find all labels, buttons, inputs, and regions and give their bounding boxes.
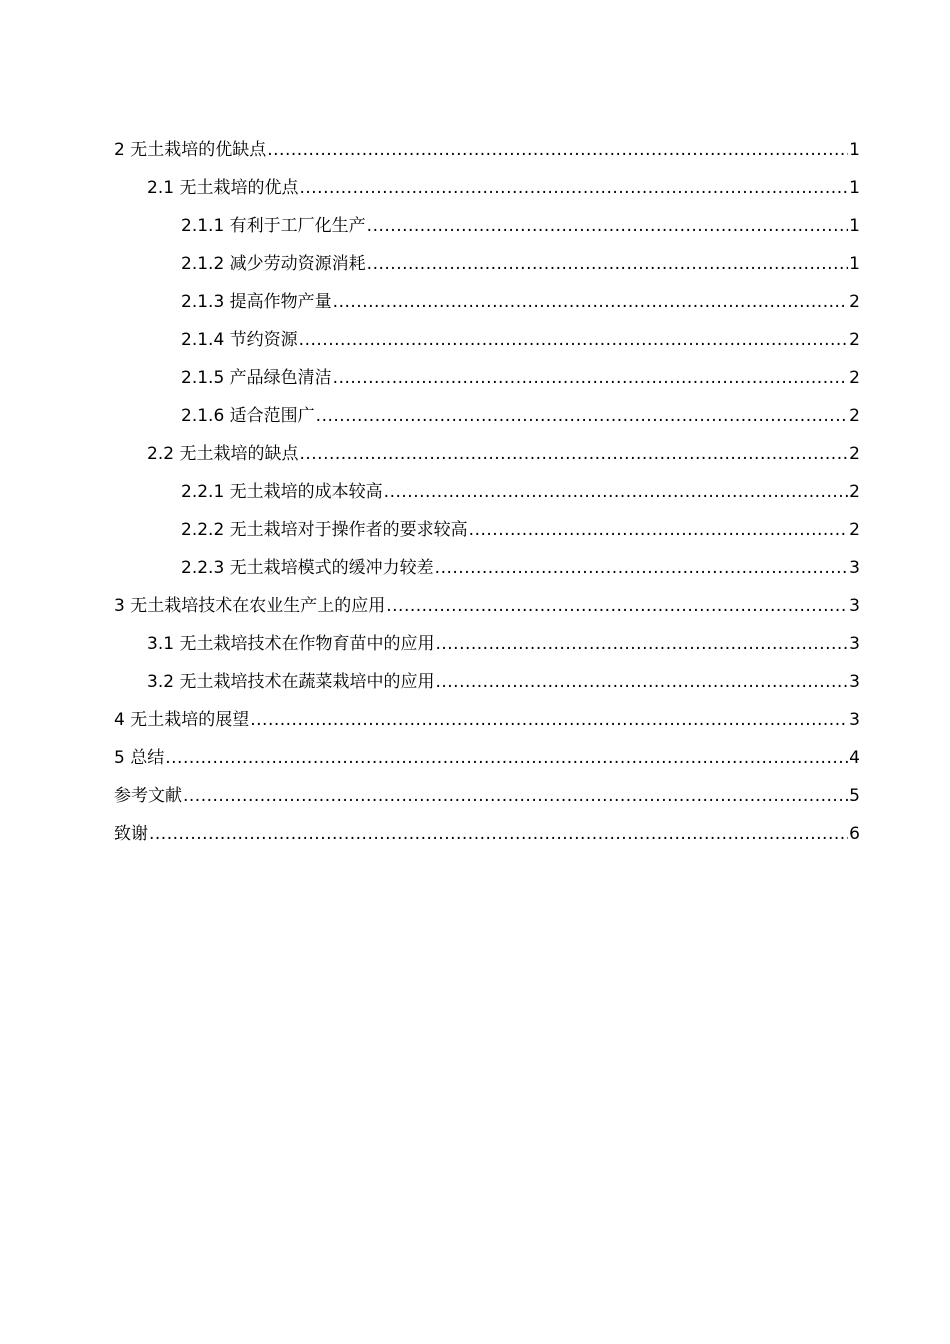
toc-entry-label: 2.1.3 提高作物产量	[181, 292, 332, 312]
toc-entry[interactable]	[114, 321, 860, 359]
toc-dot-leader	[165, 739, 848, 777]
toc-dot-leader	[435, 549, 849, 587]
toc-entry[interactable]	[114, 359, 860, 397]
toc-dot-leader	[384, 473, 849, 511]
toc-dot-leader	[435, 663, 848, 701]
toc-dot-leader	[469, 511, 849, 549]
toc-dot-leader	[299, 321, 849, 359]
toc-entry[interactable]	[114, 245, 860, 283]
toc-dot-leader	[435, 625, 848, 663]
toc-entry[interactable]	[114, 815, 860, 853]
toc-dot-leader	[367, 245, 849, 283]
toc-entry[interactable]	[114, 207, 860, 245]
toc-entry-label: 3.2 无土栽培技术在蔬菜栽培中的应用	[147, 672, 435, 692]
toc-dot-leader	[299, 169, 848, 207]
toc-page-number: 2	[849, 520, 860, 540]
toc-entry-label: 2.2 无土栽培的缺点	[147, 444, 299, 464]
toc-page-number: 1	[849, 178, 860, 198]
toc-entry[interactable]	[114, 663, 860, 701]
toc-page-number: 4	[849, 748, 860, 768]
toc-entry-label: 2 无土栽培的优缺点	[114, 140, 267, 160]
toc-page-number: 2	[849, 406, 860, 426]
toc-page-number: 1	[849, 216, 860, 236]
toc-page-number: 3	[849, 710, 860, 730]
toc-entry[interactable]	[114, 435, 860, 473]
toc-dot-leader	[149, 815, 848, 853]
toc-entry[interactable]	[114, 283, 860, 321]
toc-page-number: 3	[849, 634, 860, 654]
toc-page-number: 3	[849, 596, 860, 616]
toc-dot-leader	[333, 359, 849, 397]
toc-dot-leader	[250, 701, 848, 739]
toc-entry[interactable]	[114, 169, 860, 207]
toc-dot-leader	[386, 587, 848, 625]
toc-dot-leader	[367, 207, 849, 245]
toc-dot-leader	[316, 397, 849, 435]
toc-entry[interactable]	[114, 397, 860, 435]
toc-page-number: 3	[849, 672, 860, 692]
toc-entry[interactable]	[114, 131, 860, 169]
toc-page-number: 2	[849, 368, 860, 388]
toc-page-number: 5	[849, 786, 860, 806]
toc-page-number: 3	[849, 558, 860, 578]
toc-entry-label: 参考文献	[114, 786, 182, 806]
toc-entry-label: 3.1 无土栽培技术在作物育苗中的应用	[147, 634, 435, 654]
toc-entry-label: 2.1.4 节约资源	[181, 330, 298, 350]
toc-page-number: 1	[849, 140, 860, 160]
toc-dot-leader	[267, 131, 848, 169]
toc-entry[interactable]	[114, 625, 860, 663]
toc-dot-leader	[333, 283, 849, 321]
toc-entry-label: 2.2.3 无土栽培模式的缓冲力较差	[181, 558, 434, 578]
toc-page-number: 6	[849, 824, 860, 844]
toc-entry-label: 2.2.2 无土栽培对于操作者的要求较高	[181, 520, 468, 540]
toc-entry-label: 2.1.5 产品绿色清洁	[181, 368, 332, 388]
toc-entry[interactable]	[114, 739, 860, 777]
toc-entry[interactable]	[114, 473, 860, 511]
table-of-contents	[114, 131, 860, 853]
toc-entry[interactable]	[114, 777, 860, 815]
toc-entry-label: 2.1.1 有利于工厂化生产	[181, 216, 366, 236]
toc-entry-label: 2.1.2 减少劳动资源消耗	[181, 254, 366, 274]
toc-entry-label: 5 总结	[114, 748, 165, 768]
toc-page-number: 2	[849, 482, 860, 502]
toc-dot-leader	[183, 777, 848, 815]
toc-entry[interactable]	[114, 701, 860, 739]
toc-entry-label: 致谢	[114, 824, 148, 844]
toc-page-number: 2	[849, 330, 860, 350]
toc-page-number: 2	[849, 292, 860, 312]
toc-entry-label: 2.2.1 无土栽培的成本较高	[181, 482, 383, 502]
toc-page-number: 2	[849, 444, 860, 464]
toc-entry-label: 2.1.6 适合范围广	[181, 406, 315, 426]
toc-entry-label: 3 无土栽培技术在农业生产上的应用	[114, 596, 386, 616]
toc-dot-leader	[299, 435, 848, 473]
toc-page-number: 1	[849, 254, 860, 274]
toc-entry[interactable]	[114, 549, 860, 587]
toc-entry[interactable]	[114, 587, 860, 625]
toc-entry-label: 2.1 无土栽培的优点	[147, 178, 299, 198]
toc-entry-label: 4 无土栽培的展望	[114, 710, 250, 730]
toc-entry[interactable]	[114, 511, 860, 549]
